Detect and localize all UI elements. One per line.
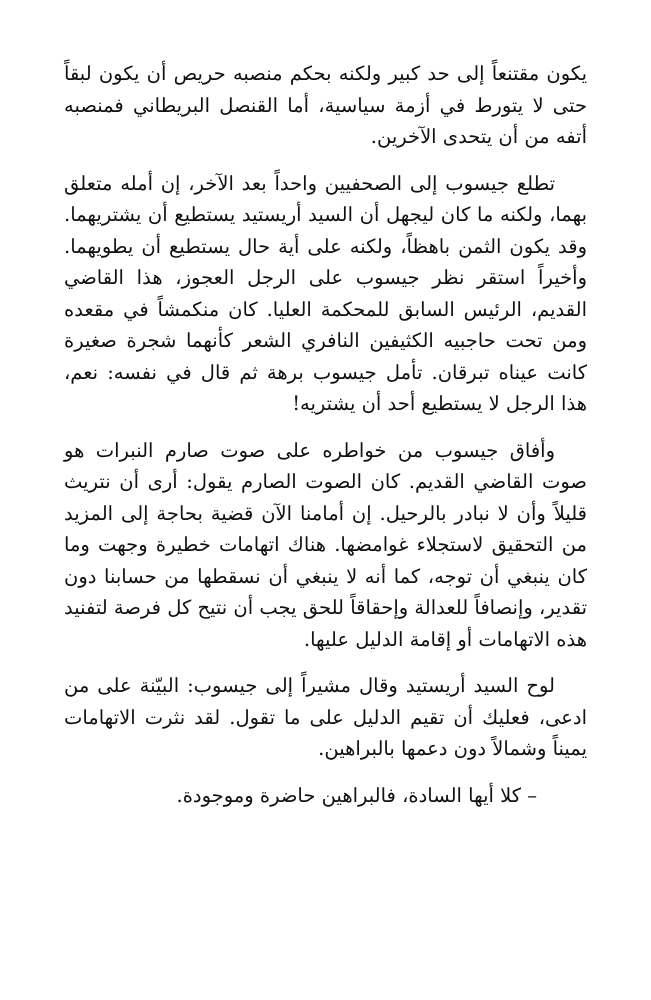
paragraph-4: لوح السيد أريستيد وقال مشيراً إلى جيسوب: البيّنة على من ادعى، فعليك أن تقيم الدليل على ما تقول. لقد نثرت الاتهامات يميناً وشمالاً دون دعمها بالبراهين. [64,674,587,760]
paragraph-gap [64,420,587,435]
dialog-line: – كلا أيها السادة، فالبراهين حاضرة وموجودة. [176,783,537,807]
paragraph-2: تطلع جيسوب إلى الصحفيين واحداً بعد الآخر، إن أمله متعلق بهما، ولكنه ما كان ليجهل أن السيد أريستيد يستطيع أن يشتريهما. وقد يكون الثمن باهظاً، ولكنه على أية حال يستطيع أن يطويهما. وأخيراً استقر نظر جيسوب على الرجل العجوز، هذا القاضي القديم، الرئيس السابق للمحكمة العليا. كان منكمشاً في مقعده ومن تحت حاجبيه الكثيفين النافري الشعر كأنهما شجرة صغيرة كانت عيناه تبرقان. تأمل جيسوب برهة ثم قال في نفسه: نعم، هذا الرجل لا يستطيع أحد أن يشتريه! [64,171,587,415]
paragraph-1: يكون مقتنعاً إلى حد كبير ولكنه بحكم منصبه حريص أن يكون لبقاً حتى لا يتورط في أزمة سياسية، أما القنصل البريطاني فمنصبه أتفه من أن يتحدى الآخرين. [64,62,587,148]
paragraph-3: وأفاق جيسوب من خواطره على صوت صارم النبرات هو صوت القاضي القديم. كان الصوت الصارم يقول: أرى أن نتريث قليلاً وأن لا نبادر بالرحيل. إن أمامنا الآن قضية بحاجة إلى المزيد من التحقيق لاستجلاء غوامضها. هناك اتهامات خطيرة وجهت وما كان ينبغي أن توجه، كما أنه لا ينبغي أن نسقطها من حسابنا دون تقدير، وإنصافاً للعدالة وإحقاقاً للحق يجب أن نتيح كل فرصة لتفنيد هذه الاتهامات أو إقامة الدليل عليها. [64,438,587,651]
paragraph-gap [64,765,587,780]
paragraph-gap [64,153,587,168]
paragraph-gap [64,655,587,670]
